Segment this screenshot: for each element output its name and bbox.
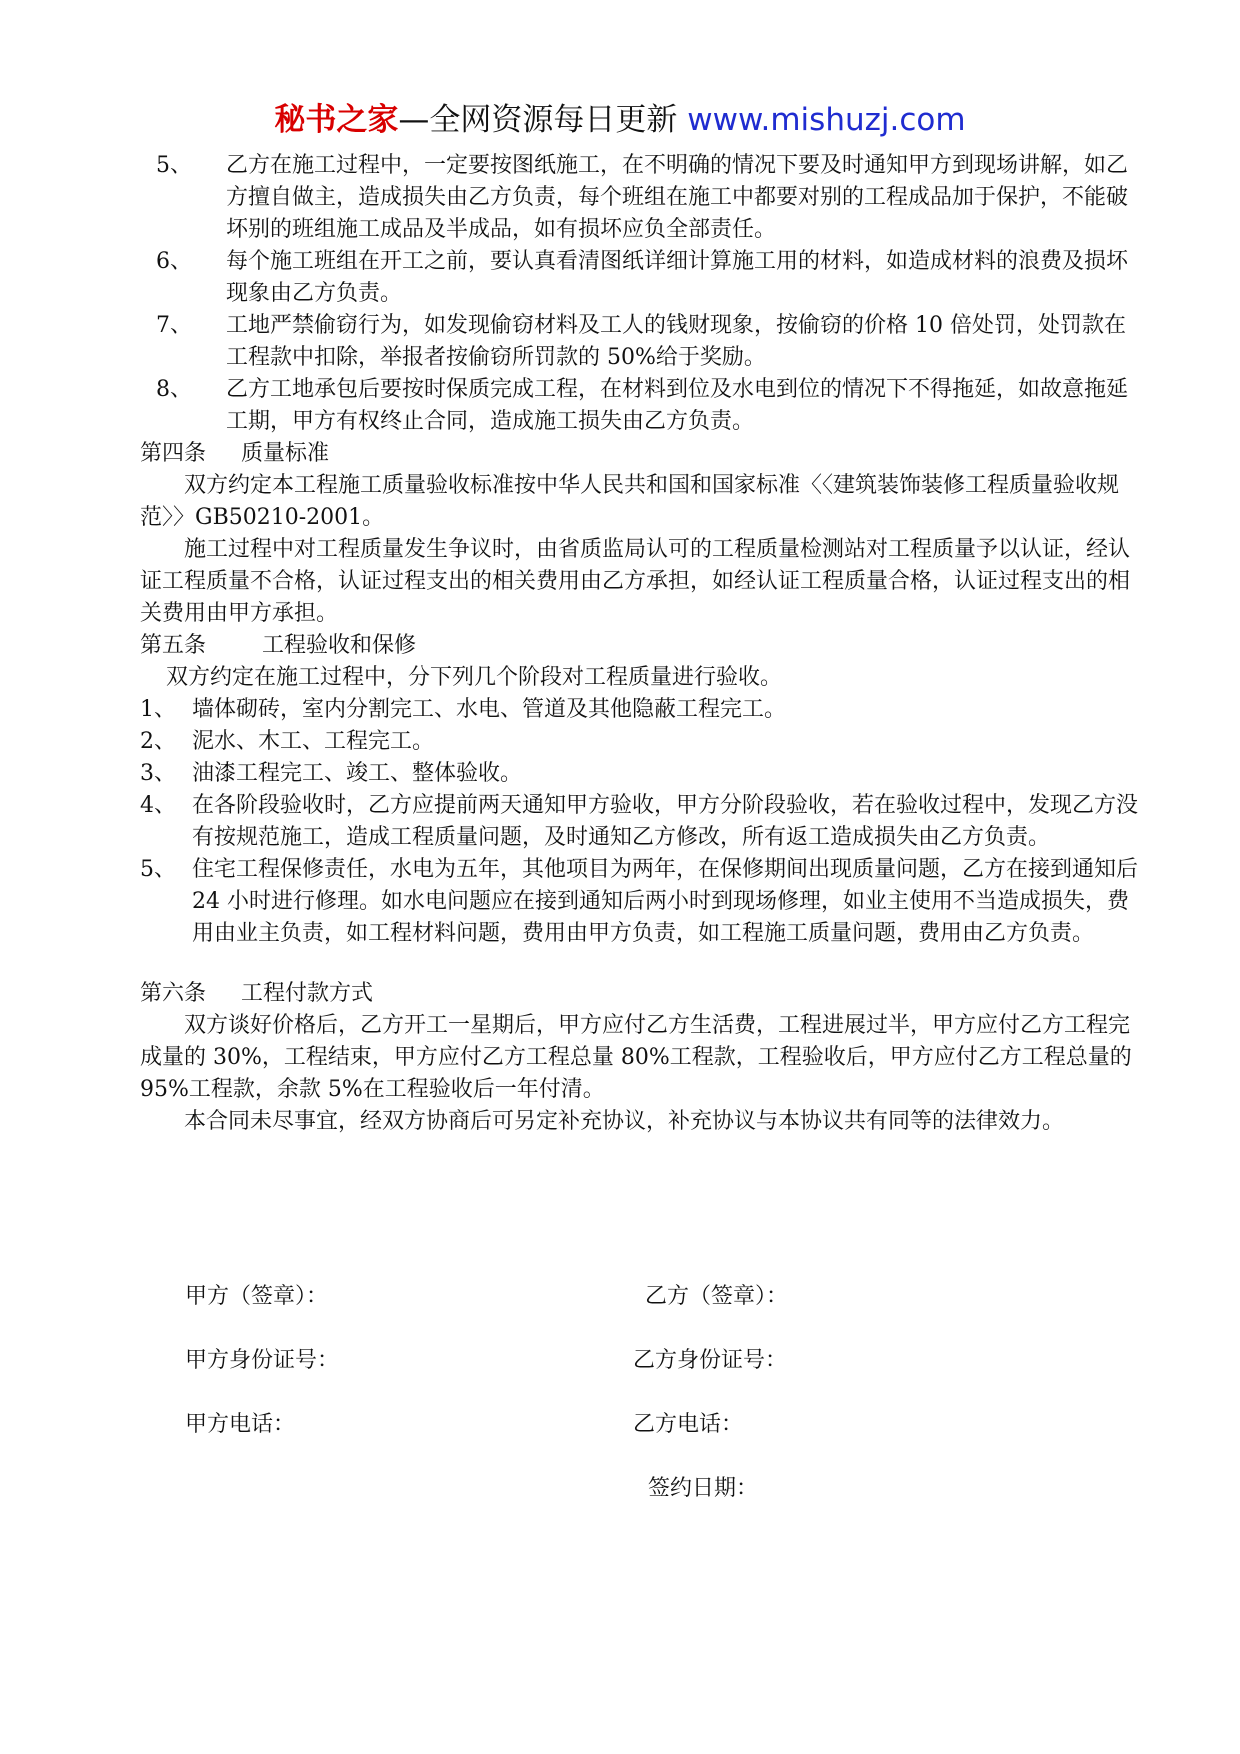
party-a-phone-label: 甲方电话： [185,1412,296,1437]
list-item-number: 7、 [156,313,192,338]
list-item-text: 墙体砌砖，室内分割完工、水电、管道及其他隐蔽工程完工。 [192,697,787,722]
clause6-paragraph: 本合同未尽事宜，经双方协商后可另定补充协议，补充协议与本协议共有同等的法律效力。 [184,1109,1065,1134]
list-item [140,150,1138,246]
clause5-heading: 第五条 工程验收和保修 [140,633,416,658]
list-item [140,726,1138,758]
list-item-number: 5、 [156,153,192,178]
clause6-heading: 第六条 工程付款方式 [140,981,373,1006]
clause4-heading: 第四条 质量标准 [140,441,329,466]
party-a-id-label: 甲方身份证号： [185,1348,340,1373]
list-item [140,790,1138,854]
list-item-number: 2、 [140,729,176,754]
list-item-text: 每个施工班组在开工之前，要认真看清图纸详细计算施工用的材料，如造成材料的浪费及损坏现象由乙方负责。 [226,249,1129,306]
list-item-number: 6、 [156,249,192,274]
party-a-seal-label: 甲方（签章）： [185,1284,329,1309]
banner-url[interactable]: www.mishuzj.com [687,102,966,138]
banner-slogan: —全网资源每日更新 [398,102,678,138]
list-item-text: 工地严禁偷窃行为，如发现偷窃材料及工人的钱财现象，按偷窃的价格 10 倍处罚，处罚款在工程款中扣除，举报者按偷窃所罚款的 50%给于奖励。 [226,313,1126,370]
list-item-number: 8、 [156,377,192,402]
list-item [140,854,1138,950]
clause5-item-list [140,694,1138,950]
clause4-paragraph: 双方约定本工程施工质量验收标准按中华人民共和国和国家标准〈〈建筑装饰装修工程质量验收规范〉〉GB50210-2001。 [140,473,1120,530]
list-item-text: 油漆工程完工、竣工、整体验收。 [192,761,523,786]
banner-brand: 秘书之家 [274,102,399,138]
list-item [140,246,1138,310]
site-banner [0,100,1240,140]
list-item-number: 3、 [140,761,176,786]
list-item [140,374,1138,438]
list-item [140,758,1138,790]
list-item [140,310,1138,374]
list-item-text: 住宅工程保修责任，水电为五年，其他项目为两年，在保修期间出现质量问题，乙方在接到通知后 24 小时进行修理。如水电问题应在接到通知后两小时到现场修理，如业主使用不当造成损失，费用由业主负责，如工程材料问题，费用由甲方负责，如工程施工质量问题，费用由乙方负责。 [192,857,1139,946]
party-b-phone-label: 乙方电话： [633,1412,744,1437]
list-item-text: 泥水、木工、工程完工。 [192,729,435,754]
clause6-paragraph: 双方谈好价格后，乙方开工一星期后，甲方应付乙方生活费，工程进展过半，甲方应付乙方工程完成量的 30%，工程结束，甲方应付乙方工程总量 80%工程款，工程验收后，甲方应付乙方工程总量的 95%工程款，余款 5%在工程验收后一年付清。 [140,1013,1132,1102]
clause5-intro: 双方约定在施工过程中，分下列几个阶段对工程质量进行验收。 [166,665,783,690]
party-b-id-label: 乙方身份证号： [633,1348,788,1373]
sign-date-label: 签约日期： [648,1476,759,1501]
clause4-paragraph: 施工过程中对工程质量发生争议时，由省质监局认可的工程质量检测站对工程质量予以认证，经认证工程质量不合格，认证过程支出的相关费用由乙方承担，如经认证工程质量合格，认证过程支出的相关费用由甲方承担。 [140,537,1131,626]
list-item-number: 5、 [140,857,176,882]
list-item-number: 1、 [140,697,176,722]
section-spacer [140,950,1138,978]
list-item-text: 乙方工地承包后要按时保质完成工程，在材料到位及水电到位的情况下不得拖延，如故意拖延工期，甲方有权终止合同，造成施工损失由乙方负责。 [226,377,1129,434]
list-item-text: 乙方在施工过程中，一定要按图纸施工，在不明确的情况下要及时通知甲方到现场讲解，如乙方擅自做主，造成损失由乙方负责，每个班组在施工中都要对别的工程成品加于保护，不能破坏别的班组施工成品及半成品，如有损坏应负全部责任。 [226,153,1129,242]
contract-body [140,150,1138,1138]
clause3-item-list [140,150,1138,438]
list-item [140,694,1138,726]
list-item-text: 在各阶段验收时，乙方应提前两天通知甲方验收，甲方分阶段验收，若在验收过程中，发现乙方没有按规范施工，造成工程质量问题，及时通知乙方修改，所有返工造成损失由乙方负责。 [192,793,1139,850]
party-b-seal-label: 乙方（签章）： [645,1284,789,1309]
list-item-number: 4、 [140,793,176,818]
